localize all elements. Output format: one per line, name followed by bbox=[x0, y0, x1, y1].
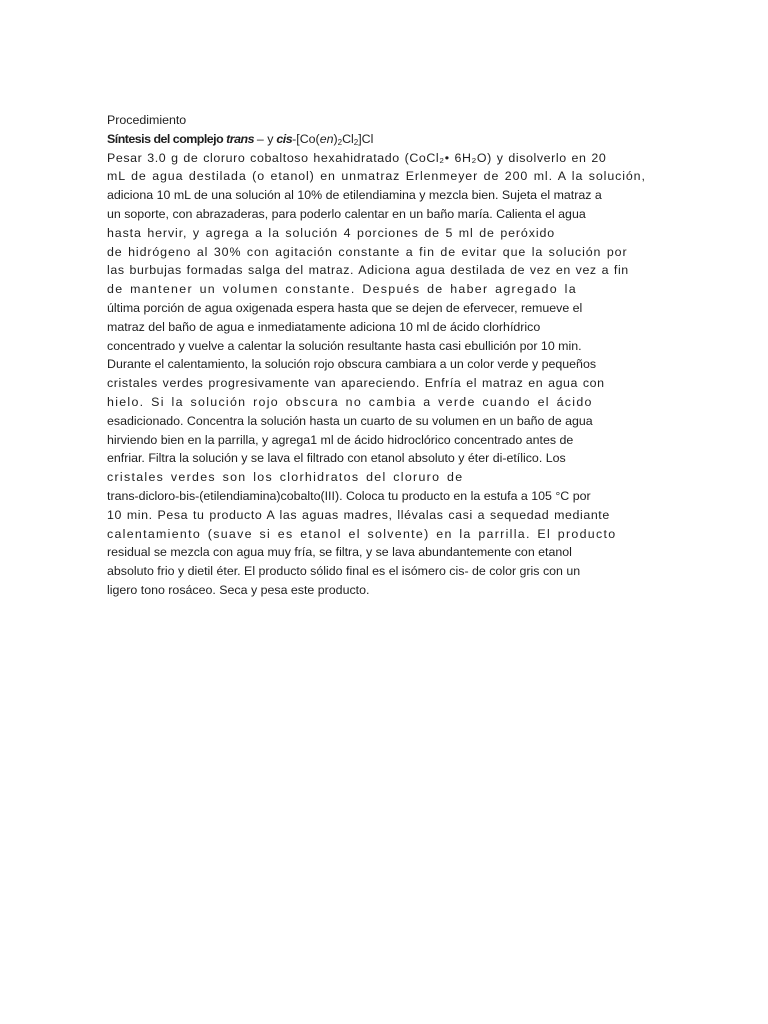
paragraph-line: un soporte, con abrazaderas, para poderlo calentar en un baño maría. Calienta el agua bbox=[107, 206, 586, 221]
paragraph-line: Durante el calentamiento, la solución rojo obscura cambiara a un color verde y pequeños bbox=[107, 357, 597, 372]
subtitle-formula-d: ]Cl bbox=[358, 131, 374, 146]
paragraph-line: concentrado y vuelve a calentar la solución resultante hasta casi ebullición por 10 min. bbox=[107, 338, 582, 353]
paragraph-line: absoluto frio y dietil éter. El producto sólido final es el isómero cis- de color gris con un bbox=[107, 564, 581, 579]
paragraph-line: cristales verdes progresivamente van apareciendo. Enfría el matraz en agua con bbox=[107, 376, 605, 391]
subtitle-dash-y: – y bbox=[256, 131, 274, 146]
paragraph-line: de mantener un volumen constante. Después de haber agregado la bbox=[107, 282, 577, 297]
subtitle-trans: trans bbox=[226, 131, 254, 146]
procedure-heading: Procedimiento bbox=[107, 113, 187, 127]
paragraph-line: las burbujas formadas salga del matraz. Adiciona agua destilada de vez en vez a fin bbox=[107, 263, 629, 278]
paragraph-line: enfriar. Filtra la solución y se lava el filtrado con etanol absoluto y éter di-etílico. Los bbox=[107, 451, 566, 466]
subtitle-formula-b: ) bbox=[333, 131, 338, 146]
paragraph-line: matraz del baño de agua e inmediatamente adiciona 10 ml de ácido clorhídrico bbox=[107, 319, 541, 334]
paragraph-line: Pesar 3.0 g de cloruro cobaltoso hexahidratado (CoCl₂• 6H₂O) y disolverlo en 20 bbox=[107, 150, 607, 165]
paragraph-line: residual se mezcla con agua muy fría, se filtra, y se lava abundantemente con etanol bbox=[107, 545, 572, 560]
subtitle-sub-2a: 2 bbox=[337, 137, 343, 147]
paragraph-line: mL de agua destilada (o etanol) en unmatraz Erlenmeyer de 200 ml. A la solución, bbox=[107, 169, 646, 184]
paragraph-line: hielo. Si la solución rojo obscura no cambia a verde cuando el ácido bbox=[107, 394, 593, 409]
paragraph-line: última porción de agua oxigenada espera hasta que se dejen de efervecer, remueve el bbox=[107, 300, 583, 315]
subtitle-prefix: Síntesis del complejo bbox=[107, 131, 224, 146]
paragraph-line: esadicionado. Concentra la solución hasta un cuarto de su volumen en un baño de agua bbox=[107, 413, 593, 428]
paragraph-line: hirviendo bien en la parrilla, y agrega1 ml de ácido hidroclórico concentrado antes de bbox=[107, 432, 574, 447]
subtitle-formula-c: Cl bbox=[342, 131, 354, 146]
paragraph-line: ligero tono rosáceo. Seca y pesa este producto. bbox=[107, 582, 370, 597]
paragraph-line: hasta hervir, y agrega a la solución 4 porciones de 5 ml de peróxido bbox=[107, 225, 556, 240]
subtitle-formula-a: -[Co( bbox=[292, 131, 320, 146]
subtitle-sub-2b: 2 bbox=[353, 137, 359, 147]
subtitle-en: en bbox=[319, 131, 334, 146]
paragraph-line: de hidrógeno al 30% con agitación constante a fin de evitar que la solución por bbox=[107, 244, 628, 259]
paragraph-line: 10 min. Pesa tu producto A las aguas madres, llévalas casi a sequedad mediante bbox=[107, 507, 610, 522]
paragraph-line: trans-dicloro-bis-(etilendiamina)cobalto(III). Coloca tu producto en la estufa a 105 °C por bbox=[107, 488, 591, 503]
paragraph-line: adiciona 10 mL de una solución al 10% de etilendiamina y mezcla bien. Sujeta el matraz a bbox=[107, 188, 602, 203]
document-body bbox=[107, 111, 667, 600]
synthesis-subtitle bbox=[107, 130, 667, 149]
paragraph-line: cristales verdes son los clorhidratos del cloruro de bbox=[107, 470, 464, 485]
paragraph-line: calentamiento (suave si es etanol el solvente) en la parrilla. El producto bbox=[107, 526, 617, 541]
subtitle-cis: cis bbox=[276, 131, 293, 146]
